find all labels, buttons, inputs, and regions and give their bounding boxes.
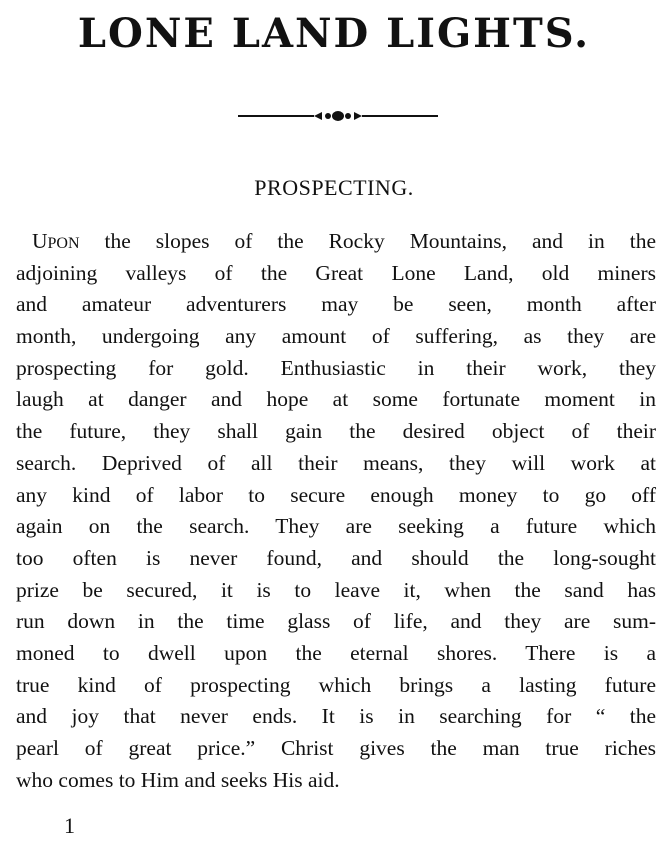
book-title: LONE LAND LIGHTS. xyxy=(77,10,591,57)
paragraph-line: pearl of great price.” Christ gives the man true riches xyxy=(16,736,656,760)
paragraph-line: month, undergoing any amount of suffering, as they are xyxy=(16,324,656,349)
paragraph-line: laugh at danger and hope at some fortunate moment in xyxy=(16,387,656,412)
ornament-divider-icon xyxy=(238,108,438,124)
paragraph-line: prospecting for gold. Enthusiastic in their work, they xyxy=(16,355,656,380)
paragraph-line xyxy=(16,226,656,258)
paragraph-line: search. Deprived of all their means, they will work at xyxy=(16,450,656,475)
dropword-rest: PON xyxy=(47,235,80,252)
paragraph-line: prize be secured, it is to leave it, when the sand has xyxy=(16,577,656,602)
chapter-heading: PROSPECTING. xyxy=(254,175,414,200)
page-number: 1 xyxy=(64,813,75,838)
paragraph-line: again on the search. They are seeking a future which xyxy=(16,514,656,539)
dropword-initial: U xyxy=(32,229,48,253)
paragraph-line: moned to dwell upon the eternal shores. There is a xyxy=(16,640,656,665)
paragraph-line: and amateur adventurers may be seen, month after xyxy=(16,292,656,317)
paragraph-line: run down in the time glass of life, and they are sum- xyxy=(16,609,656,634)
paragraph-line: true kind of prospecting which brings a lasting future xyxy=(16,672,656,697)
paragraph-line-text: the slopes of the Rocky Mountains, and in the xyxy=(79,229,656,253)
paragraph-line: any kind of labor to secure enough money to go off xyxy=(16,482,656,507)
paragraph-line: who comes to Him and seeks His aid. xyxy=(16,767,340,792)
paragraph-line: adjoining valleys of the Great Lone Land, old miners xyxy=(16,260,656,285)
paragraph xyxy=(16,226,656,796)
paragraph-line: too often is never found, and should the long-sought xyxy=(16,545,656,570)
paragraph-line: and joy that never ends. It is in searching for “ the xyxy=(16,704,656,729)
paragraph-line: the future, they shall gain the desired object of their xyxy=(16,419,656,444)
